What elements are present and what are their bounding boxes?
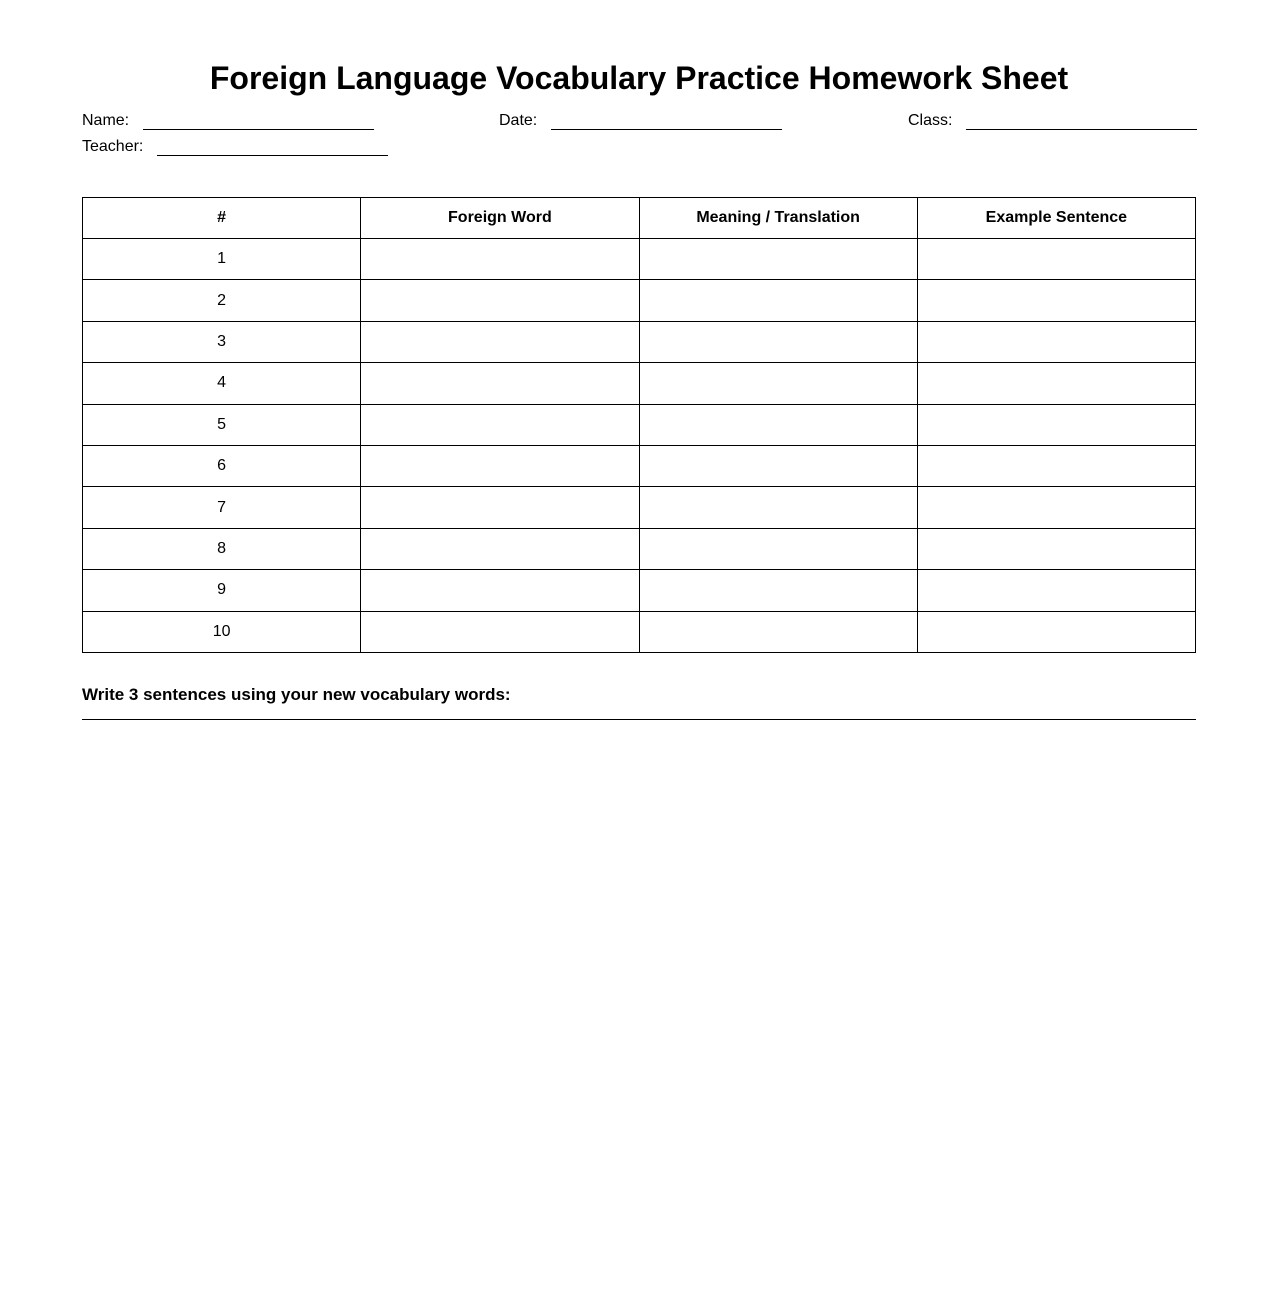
class-field: [908, 111, 1197, 133]
table-row: [83, 611, 1196, 652]
meaning-cell[interactable]: [639, 445, 917, 486]
row-number: 4: [83, 363, 361, 404]
teacher-field: [82, 137, 388, 159]
meaning-cell[interactable]: [639, 611, 917, 652]
example-sentence-cell[interactable]: [917, 239, 1195, 280]
table-row: [83, 404, 1196, 445]
class-label: Class:: [908, 112, 953, 129]
table-row: [83, 570, 1196, 611]
meaning-cell[interactable]: [639, 280, 917, 321]
example-sentence-cell[interactable]: [917, 280, 1195, 321]
table-header-row: [83, 198, 1196, 239]
example-sentence-cell[interactable]: [917, 321, 1195, 362]
row-number: 8: [83, 528, 361, 569]
example-sentence-cell[interactable]: [917, 363, 1195, 404]
table-row: [83, 363, 1196, 404]
header-foreign-word: Foreign Word: [361, 198, 639, 239]
foreign-word-cell[interactable]: [361, 363, 639, 404]
row-number: 1: [83, 239, 361, 280]
foreign-word-cell[interactable]: [361, 528, 639, 569]
table-row: [83, 528, 1196, 569]
table-row: [83, 321, 1196, 362]
foreign-word-cell[interactable]: [361, 239, 639, 280]
header-number: #: [83, 198, 361, 239]
row-number: 2: [83, 280, 361, 321]
foreign-word-cell[interactable]: [361, 611, 639, 652]
row-number: 9: [83, 570, 361, 611]
date-label: Date:: [499, 112, 538, 129]
foreign-word-cell[interactable]: [361, 404, 639, 445]
example-sentence-cell[interactable]: [917, 611, 1195, 652]
row-number: 3: [83, 321, 361, 362]
header-meaning: Meaning / Translation: [639, 198, 917, 239]
meaning-cell[interactable]: [639, 528, 917, 569]
row-number: 5: [83, 404, 361, 445]
page-title: Foreign Language Vocabulary Practice Homework Sheet: [209, 60, 1069, 96]
name-field: [82, 111, 374, 133]
meaning-cell[interactable]: [639, 404, 917, 445]
student-info-row: [82, 111, 1196, 133]
example-sentence-cell[interactable]: [917, 445, 1195, 486]
sentences-prompt: Write 3 sentences using your new vocabulary words:: [82, 685, 511, 704]
name-input-line[interactable]: [143, 111, 374, 130]
example-sentence-cell[interactable]: [917, 570, 1195, 611]
row-number: 10: [83, 611, 361, 652]
foreign-word-cell[interactable]: [361, 321, 639, 362]
table-row: [83, 239, 1196, 280]
sentences-answer-line[interactable]: [82, 719, 1196, 720]
date-input-line[interactable]: [551, 111, 782, 130]
table-row: [83, 445, 1196, 486]
example-sentence-cell[interactable]: [917, 528, 1195, 569]
table-row: [83, 280, 1196, 321]
teacher-info-row: [82, 137, 1196, 159]
name-label: Name:: [82, 112, 130, 129]
row-number: 6: [83, 445, 361, 486]
meaning-cell[interactable]: [639, 363, 917, 404]
meaning-cell[interactable]: [639, 570, 917, 611]
example-sentence-cell[interactable]: [917, 404, 1195, 445]
foreign-word-cell[interactable]: [361, 445, 639, 486]
vocabulary-table: [82, 197, 1196, 653]
meaning-cell[interactable]: [639, 487, 917, 528]
teacher-input-line[interactable]: [157, 137, 388, 156]
example-sentence-cell[interactable]: [917, 487, 1195, 528]
foreign-word-cell[interactable]: [361, 570, 639, 611]
header-example-sentence: Example Sentence: [917, 198, 1195, 239]
foreign-word-cell[interactable]: [361, 487, 639, 528]
class-input-line[interactable]: [966, 111, 1197, 130]
row-number: 7: [83, 487, 361, 528]
foreign-word-cell[interactable]: [361, 280, 639, 321]
teacher-label: Teacher:: [82, 138, 144, 155]
table-row: [83, 487, 1196, 528]
meaning-cell[interactable]: [639, 239, 917, 280]
date-field: [499, 111, 782, 133]
meaning-cell[interactable]: [639, 321, 917, 362]
